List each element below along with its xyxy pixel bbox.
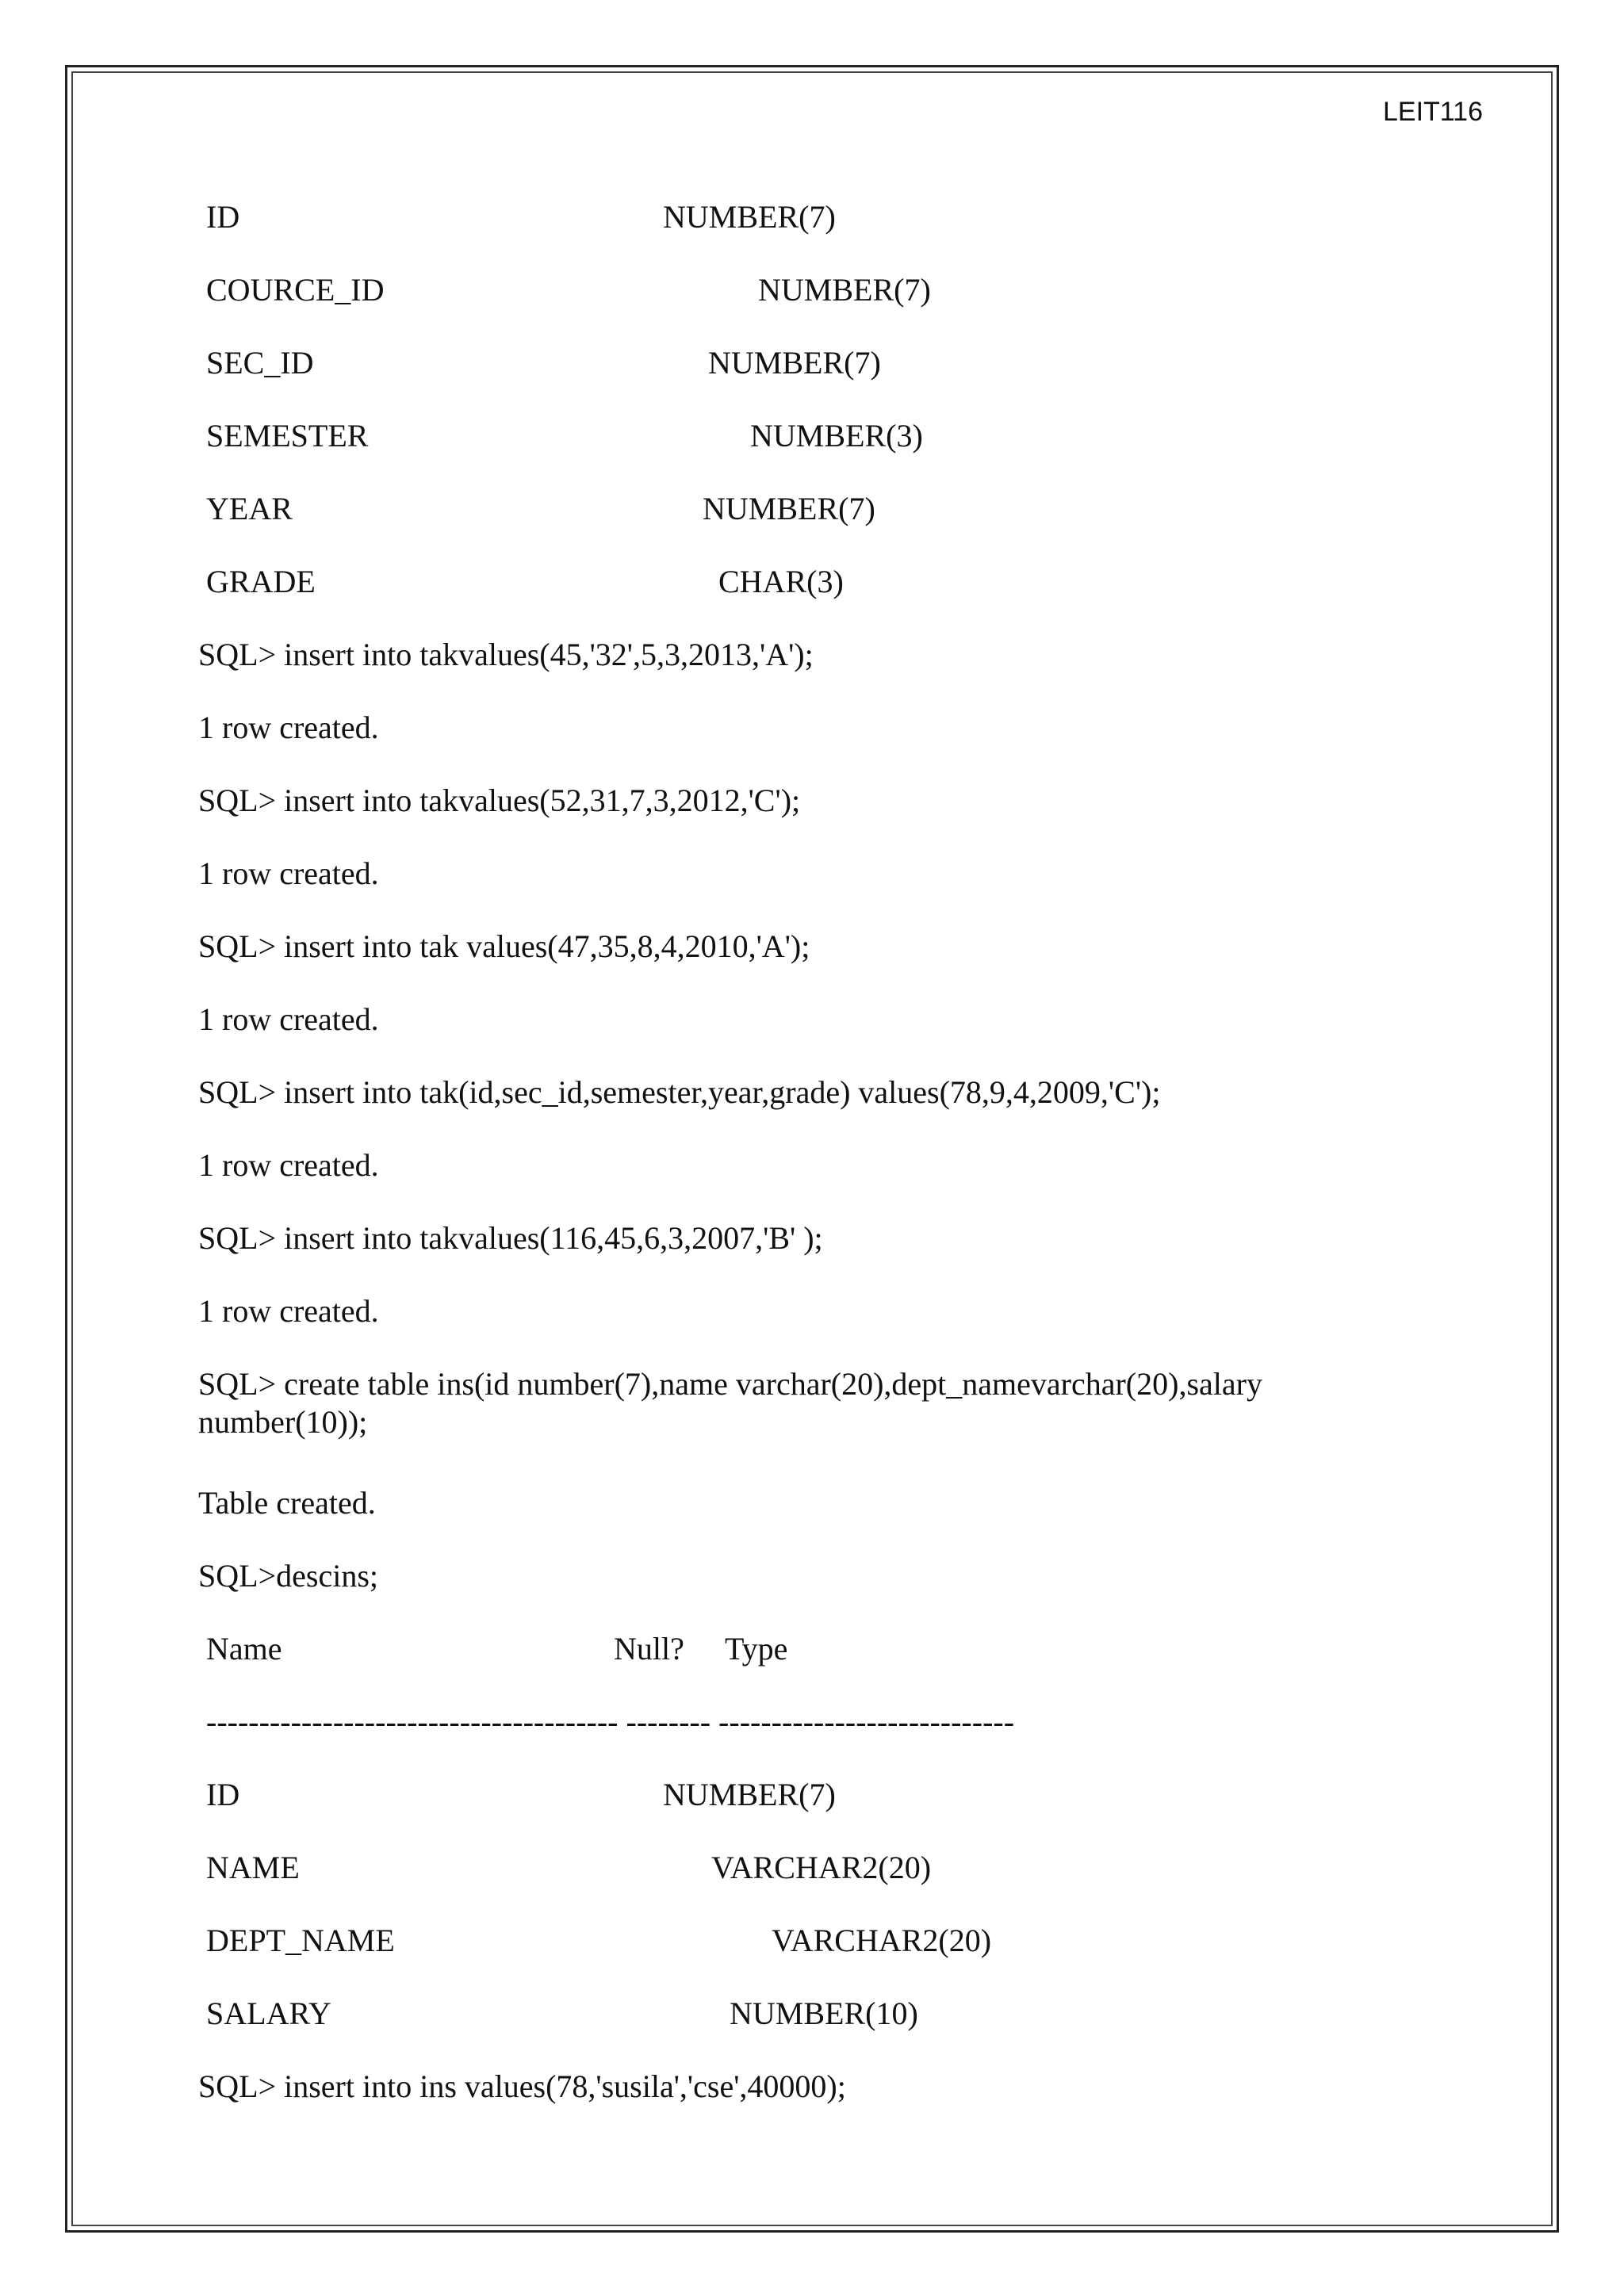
- sql-statement: SQL> create table ins(id number(7),name varchar(20),dept_namevarchar(20),salary number(10));: [198, 1366, 1262, 1440]
- sql-statement: SQL> insert into ins values(78,'susila','cse',40000);: [198, 2068, 846, 2104]
- field-name: ID: [206, 199, 240, 235]
- field-name: SEMESTER: [206, 418, 369, 453]
- sql-statement: SQL>descins;: [198, 1558, 378, 1594]
- sql-statement: SQL> insert into takvalues(116,45,6,3,2007,'B' );: [198, 1220, 823, 1256]
- sql-output: 1 row created.: [198, 855, 379, 891]
- sql-output: 1 row created.: [198, 710, 379, 745]
- field-type: NUMBER(7): [663, 199, 836, 235]
- field-type: NUMBER(3): [750, 418, 923, 453]
- field-type: NUMBER(7): [663, 1777, 836, 1812]
- field-type: VARCHAR2(20): [772, 1923, 992, 1958]
- field-type: NUMBER(7): [708, 345, 881, 381]
- desc-divider: --------------------------------------- -------- ----------------------------: [206, 1704, 1015, 1739]
- field-type: NUMBER(7): [703, 491, 875, 526]
- field-name: COURCE_ID: [206, 272, 385, 308]
- field-type: NUMBER(7): [758, 272, 931, 308]
- desc-header-type: Type: [725, 1631, 788, 1667]
- sql-statement: SQL> insert into takvalues(45,'32',5,3,2013,'A');: [198, 637, 814, 672]
- field-type: CHAR(3): [718, 564, 844, 599]
- page-id: LEIT116: [1382, 97, 1483, 127]
- sql-output: 1 row created.: [198, 1147, 379, 1183]
- field-name: SEC_ID: [206, 345, 314, 381]
- sql-statement: SQL> insert into tak values(47,35,8,4,2010,'A');: [198, 928, 810, 964]
- sql-output: Table created.: [198, 1485, 376, 1521]
- field-name: NAME: [206, 1850, 300, 1885]
- sql-statement: SQL> insert into takvalues(52,31,7,3,2012,'C');: [198, 783, 801, 818]
- field-type: NUMBER(10): [730, 1996, 918, 2031]
- desc-header-null: Null?: [614, 1631, 684, 1667]
- sql-statement: SQL> insert into tak(id,sec_id,semester,year,grade) values(78,9,4,2009,'C');: [198, 1074, 1161, 1110]
- desc-header-name: Name: [206, 1631, 282, 1667]
- field-type: VARCHAR2(20): [711, 1850, 932, 1885]
- sql-output: 1 row created.: [198, 1001, 379, 1037]
- field-name: DEPT_NAME: [206, 1923, 395, 1958]
- sql-output: 1 row created.: [198, 1293, 379, 1329]
- field-name: ID: [206, 1777, 240, 1812]
- field-name: SALARY: [206, 1996, 331, 2031]
- field-name: GRADE: [206, 564, 316, 599]
- field-name: YEAR: [206, 491, 293, 526]
